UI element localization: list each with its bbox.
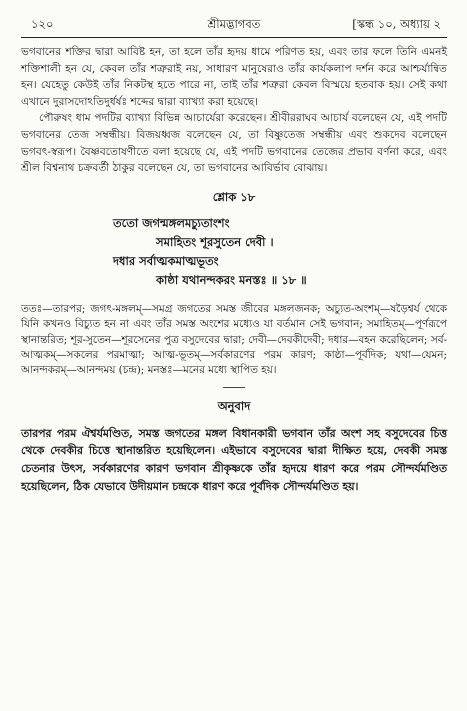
section-reference: [স্কন্ধ ১০, অধ্যায় ২ (352, 17, 441, 31)
book-title: শ্রীমদ্ভাগবত (207, 17, 261, 31)
running-header (21, 14, 447, 34)
purport-paragraph: ভগবানের শক্তির দ্বারা আবিষ্ট হন, তা হলে তাঁর হৃদয় ধামে পরিণত হয়, এবং তার ফলে তিনি এমনই শক্তিশালী হন যে, কেবল তাঁর শত্রুরাই নয়, সাধারণ মানুষেরাও তাঁর কার্যকলাপ দর্শন করে আশ্চর্যান্বিত হন। যেহেতু কেউই তাঁর নিকটস্থ হতে পারে না, তাই তাঁর শত্রুরা কেবল বিস্ময়ে হতবাক হয়। সেই কথা এখানে দুরাসদোঽতিদুর্ধর্ষঃ শব্দের দ্বারা ব্যাখ্যা করা হয়েছে। (21, 46, 447, 108)
verse-text (21, 214, 447, 290)
section-divider (223, 387, 245, 388)
header-rule (21, 37, 447, 38)
verse-line: দধার সর্বাত্মকমাত্মভূতং (113, 253, 219, 268)
page-number: ১২০ (31, 17, 54, 31)
translation-paragraph: তারপর পরম ঐশ্বর্যমণ্ডিত, সমস্ত জগতের মঙ্গল বিধানকারী ভগবান তাঁর অংশ সহ বসুদেবের চিত্ত থেকে দেবকীর চিত্তে স্থানান্তরিত হয়েছিলেন। এইভাবে বসুদেবের দ্বারা দীক্ষিত হয়ে, দেবকী সমস্ত চেতনার উৎস, সর্বকারণের কারণ ভগবান শ্রীকৃষ্ণকে তাঁর হৃদয়ে ধারণ করে পরম সৌন্দর্যমণ্ডিত হয়েছিলেন, ঠিক যেভাবে উদীয়মান চন্দ্রকে ধারণ করে পূর্বদিক সৌন্দর্যমণ্ডিত হয়। (21, 426, 447, 493)
purport-paragraph: পৌরুষং ধাম পদটির ব্যাখ্যা বিভিন্ন আচার্যেরা করেছেন। শ্রীবীররাঘব আচার্য বলেছেন যে, এই পদটি ভগবানের তেজ সম্বন্ধীয়। বিজয়ধ্বজ বলেছেন যে, তা বিষ্ণুতেজ সম্বন্ধীয় এবং শুকদেব বলেছেন ভগবৎ-স্বরূপ। বৈষ্ণবতোষণীতে বলা হয়েছে যে, এই পদটি ভগবানের তেজের প্রভাব বর্ণনা করে, এবং শ্রীল বিশ্বনাথ চক্রবর্তী ঠাকুর বলেছেন যে, তা ভগবানের আবির্ভাব বোঝায়। (21, 112, 447, 175)
translation-heading: অনুবাদ (217, 398, 251, 413)
verse-line: সমাহিতং শূরসুতেন দেবী । (156, 234, 274, 249)
verse-line: ততো জগন্মঙ্গলমচ্যুতাংশং (113, 215, 230, 230)
synonyms-paragraph: ততঃ—তারপর; জগৎ-মঙ্গলম্—সমগ্র জগতের সমস্ত জীবের মঙ্গলজনক; অচ্যুত-অংশম্—ষড়ৈশ্বর্য থেকে যিনি কখনও বিচ্যুত হন না এবং তাঁর সমস্ত অংশের মধ্যেও যা বর্তমান সেই ভগবান; সমাহিতম্—পূর্ণরূপে স্থানান্তরিত; শূর-সুতেন—শূরসেনের পুত্র বসুদেবের দ্বারা; দেবী—দেবকীদেবী; দধার—বহন করেছিলেন; সর্ব-আত্মকম্—সকলের পরমাত্মা; আত্ম-ভূতম্—সর্বকারণের পরম কারণ; কাষ্ঠা—পূর্বদিক; যথা—যেমন; আনন্দকরম্—আনন্দময় (চন্দ্র); মনস্তঃ—মনের মধ্যে স্থাপিত হয়। (21, 302, 447, 377)
verse-line: কাষ্ঠা যথানন্দকরং মনস্তঃ ॥ ১৮ ॥ (156, 272, 307, 287)
verse-number: শ্লোক ১৮ (212, 189, 256, 204)
